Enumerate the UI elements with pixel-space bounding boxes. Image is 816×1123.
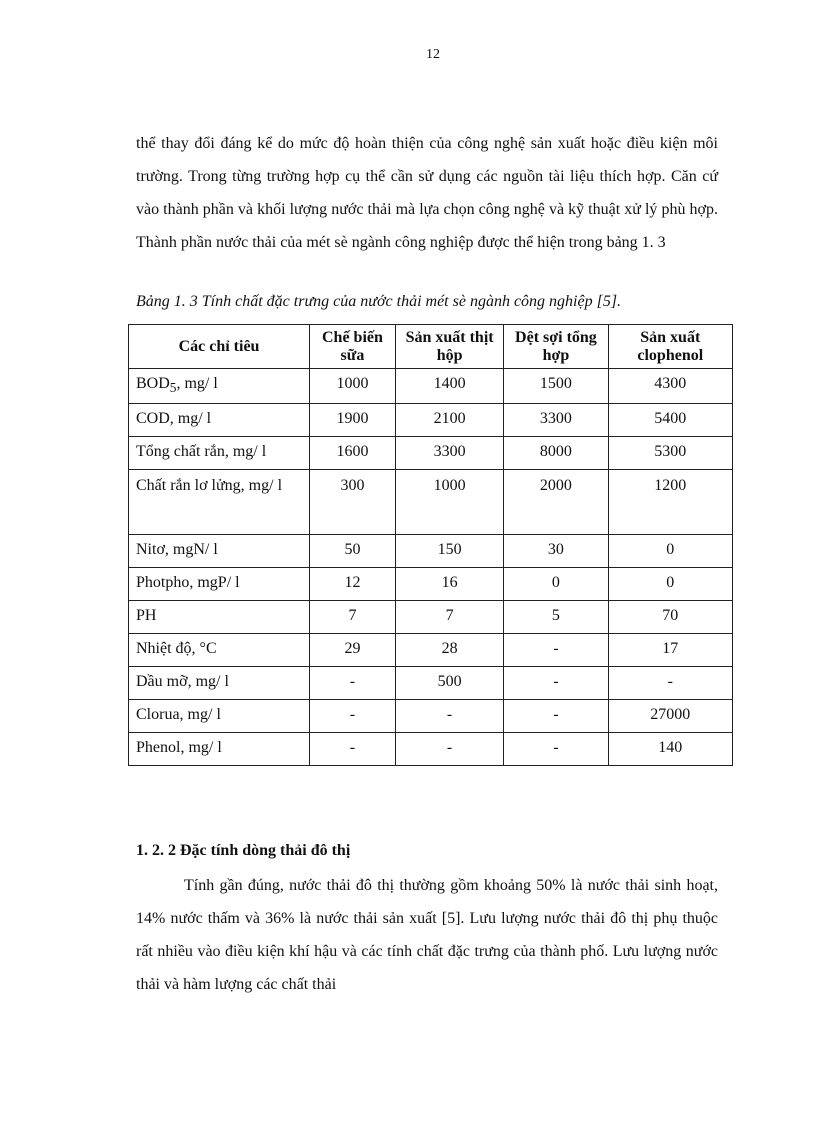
body-paragraph-urban-wastewater: Tính gần đúng, nước thải đô thị thường gồm khoảng 50% là nước thải sinh hoạt, 14% nước thấm và 36% là nước thải sản xuất [5]. Lưu lượng nước thải đô thị phụ thuộc rất nhiều vào điều kiện khí hậu và các tính chất đặc trưng của thành phố. Lưu lượng nước thải và hàm lượng các chất thải — [136, 877, 718, 993]
table-cell: 3300 — [395, 437, 503, 470]
table-cell: - — [310, 700, 396, 733]
page-number: 12 — [426, 47, 440, 62]
table-row — [129, 470, 733, 535]
table-cell: - — [504, 700, 608, 733]
row-label — [129, 369, 310, 404]
table-cell: 30 — [504, 535, 608, 568]
table-cell: - — [504, 667, 608, 700]
table-cell: 1600 — [310, 437, 396, 470]
table-row — [129, 700, 733, 733]
header-synthetic-textile: Dệt sợi tổng hợp — [504, 325, 608, 369]
body-paragraph-intro: thể thay đổi đáng kể do mức độ hoàn thiện của công nghệ sản xuất hoặc điều kiện môi trường. Trong từng trường hợp cụ thể cần sử dụng các nguồn tài liệu thích hợp. Căn cứ vào thành phần và khối lượng nước thải mà lựa chọn công nghệ và kỹ thuật xử lý phù hợp. Thành phần nước thải của mét sè ngành công nghiệp được thể hiện trong bảng 1. 3 — [136, 135, 718, 251]
header-clophenol: Sản xuất clophenol — [608, 325, 732, 369]
row-label: COD, mg/ l — [129, 404, 310, 437]
row-label: Tổng chất rắn, mg/ l — [129, 437, 310, 470]
row-label: Nitơ, mgN/ l — [129, 535, 310, 568]
row-label: Clorua, mg/ l — [129, 700, 310, 733]
table-cell: 1200 — [608, 470, 732, 535]
table-cell: 12 — [310, 568, 396, 601]
table-cell: 16 — [395, 568, 503, 601]
table-cell: 7 — [310, 601, 396, 634]
table-cell: 500 — [395, 667, 503, 700]
row-label-unit: , mg/ l — [176, 375, 218, 392]
table-row — [129, 634, 733, 667]
table-cell: 2000 — [504, 470, 608, 535]
table-cell: 140 — [608, 733, 732, 766]
table-cell: 27000 — [608, 700, 732, 733]
table-row — [129, 568, 733, 601]
row-label-main: BOD — [136, 375, 170, 392]
table-row — [129, 369, 733, 404]
header-indicator: Các chỉ tiêu — [129, 325, 310, 369]
table-cell: 17 — [608, 634, 732, 667]
table-cell: - — [504, 634, 608, 667]
table-cell: 5300 — [608, 437, 732, 470]
table-cell: 50 — [310, 535, 396, 568]
row-label: Nhiệt độ, °C — [129, 634, 310, 667]
table-cell: 5 — [504, 601, 608, 634]
table-cell: 29 — [310, 634, 396, 667]
table-cell: 2100 — [395, 404, 503, 437]
table-cell: 3300 — [504, 404, 608, 437]
table-cell: 0 — [608, 535, 732, 568]
table-cell: 150 — [395, 535, 503, 568]
table-cell: 1000 — [310, 369, 396, 404]
table-row — [129, 667, 733, 700]
table-cell: - — [608, 667, 732, 700]
table-cell: 300 — [310, 470, 396, 535]
table-cell: - — [310, 667, 396, 700]
table-cell: 28 — [395, 634, 503, 667]
table-cell: - — [395, 700, 503, 733]
table-cell: 70 — [608, 601, 732, 634]
table-row — [129, 535, 733, 568]
table-row — [129, 404, 733, 437]
row-label: PH — [129, 601, 310, 634]
table-cell: 1400 — [395, 369, 503, 404]
table-cell: - — [395, 733, 503, 766]
table-cell: 4300 — [608, 369, 732, 404]
table-row — [129, 437, 733, 470]
header-dairy: Chế biến sữa — [310, 325, 396, 369]
table-cell: 1500 — [504, 369, 608, 404]
row-label: Chất rắn lơ lửng, mg/ l — [129, 470, 310, 535]
row-label: Phenol, mg/ l — [129, 733, 310, 766]
table-cell: 7 — [395, 601, 503, 634]
table-caption: Bảng 1. 3 Tính chất đặc trưng của nước thải mét sè ngành công nghiệp [5]. — [136, 293, 622, 310]
table-row — [129, 733, 733, 766]
row-label: Photpho, mgP/ l — [129, 568, 310, 601]
table-cell: 8000 — [504, 437, 608, 470]
wastewater-properties-table — [128, 324, 733, 766]
table-cell: - — [504, 733, 608, 766]
row-label-subscript: 5 — [169, 380, 177, 396]
section-heading: 1. 2. 2 Đặc tính dòng thải đô thị — [136, 842, 351, 859]
table-row — [129, 601, 733, 634]
table-cell: 0 — [504, 568, 608, 601]
row-label: Dầu mỡ, mg/ l — [129, 667, 310, 700]
table-cell: 0 — [608, 568, 732, 601]
header-canned-meat: Sản xuất thịt hộp — [395, 325, 503, 369]
table-cell: - — [310, 733, 396, 766]
table-header-row — [129, 325, 733, 369]
table-cell: 5400 — [608, 404, 732, 437]
table-cell: 1900 — [310, 404, 396, 437]
table-cell: 1000 — [395, 470, 503, 535]
